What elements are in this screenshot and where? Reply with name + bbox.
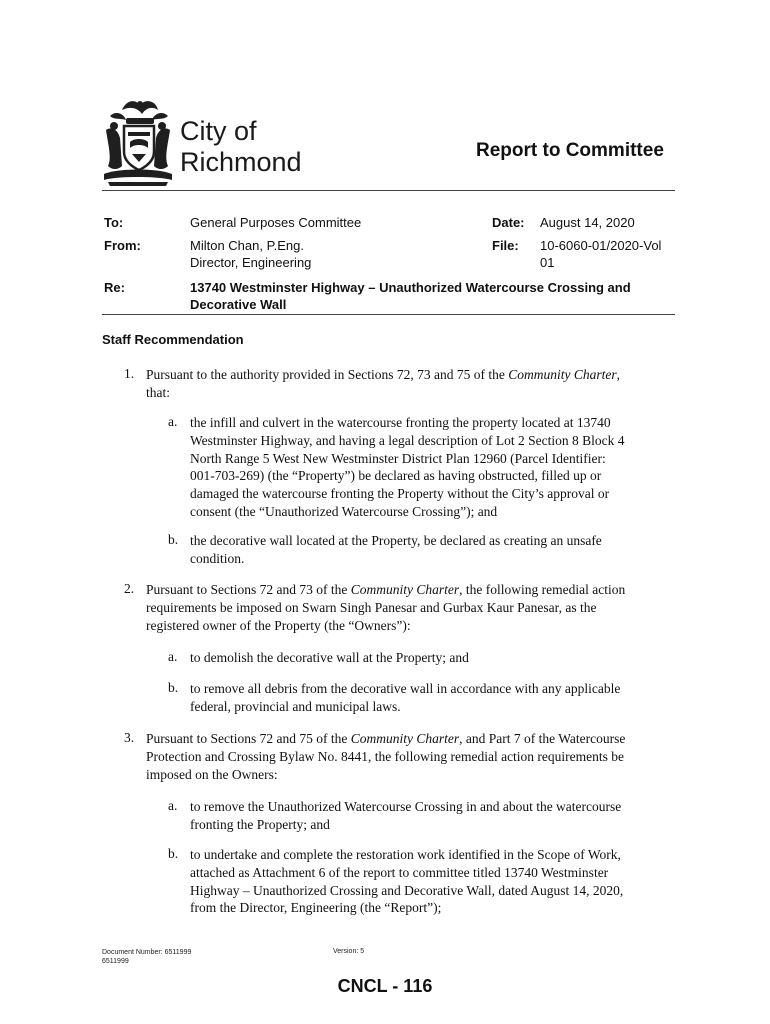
item-2b-line: to remove all debris from the decorative wall in accordance with any applicable (190, 681, 621, 696)
date-label: Date: (492, 215, 525, 230)
from-name: Milton Chan, P.Eng. (190, 238, 304, 253)
item-1-text (146, 366, 666, 402)
item-2-line3: registered owner of the Property (the “Owners”): (146, 617, 411, 633)
city-name-line1: City of (180, 116, 257, 146)
item-3-line3: imposed on the Owners: (146, 766, 278, 782)
item-2b-line: federal, provincial and municipal laws. (190, 698, 401, 714)
re-label: Re: (104, 280, 125, 295)
item-3a-text (190, 798, 670, 834)
item-3b-text (190, 846, 670, 917)
item-3-line1-pre: Pursuant to Sections 72 and 75 of the (146, 731, 351, 746)
date-value: August 14, 2020 (540, 215, 635, 230)
item-2-line2: requirements be imposed on Swarn Singh Panesar and Gurbax Kaur Panesar, as the (146, 599, 597, 615)
item-1a-line: Westminster Highway, and having a legal description of Lot 2 Section 8 Block 4 (190, 432, 625, 448)
item-1a-line: North Range 5 West New Westminster District Plan 12960 (Parcel Identifier: (190, 450, 606, 466)
item-1-line1-pre: Pursuant to the authority provided in Sections 72, 73 and 75 of the (146, 367, 509, 382)
item-2b-text (190, 680, 670, 716)
city-name-line2: Richmond (180, 147, 302, 177)
city-name (180, 116, 302, 178)
file-number-line1: 10-6060-01/2020-Vol (540, 238, 662, 253)
item-1a-marker: a. (168, 414, 178, 429)
item-2a-marker: a. (168, 649, 178, 664)
document-number (102, 948, 191, 966)
memo-divider (102, 314, 675, 315)
item-3b-line: to undertake and complete the restoration work identified in the Scope of Work, (190, 847, 621, 862)
page-number: CNCL - 116 (337, 976, 433, 996)
item-2-line1-post: , the following remedial action (459, 582, 626, 597)
from-label: From: (104, 238, 141, 253)
item-3b-line: from the Director, Engineering (the “Report”); (190, 900, 442, 916)
item-1-number: 1. (124, 366, 135, 381)
item-1a-line: consent (the “Unauthorized Watercourse Crossing”); and (190, 503, 498, 519)
item-1-line1-italic: Community Charter (508, 367, 617, 382)
item-3-line1 (146, 730, 676, 748)
item-1-line1-post: , (616, 367, 620, 382)
item-1b-line: condition. (190, 550, 245, 566)
item-3-number: 3. (124, 730, 135, 745)
item-2-number: 2. (124, 581, 135, 596)
item-1a-line: 001-703-269) (the “Property”) be declared as having obstructed, filled up or (190, 468, 602, 484)
item-2-line1-italic: Community Charter (350, 582, 460, 597)
file-label: File: (492, 238, 519, 253)
report-title: Report to Committee (476, 140, 664, 161)
item-1b-marker: b. (168, 532, 179, 547)
item-1b-text (190, 532, 670, 568)
to-value: General Purposes Committee (190, 215, 362, 230)
to-label: To: (104, 215, 124, 230)
item-3a-line: to remove the Unauthorized Watercourse Crossing in and about the watercourse (190, 799, 622, 814)
re-subject-line2: Decorative Wall (190, 297, 287, 312)
file-number-line2: 01 (540, 255, 555, 270)
item-3-line1-italic: Community Charter (350, 731, 460, 746)
document-number-line1: Document Number: 6511999 (102, 949, 192, 956)
item-3-line2: Protection and Crossing Bylaw No. 8441, the following remedial action requirements be (146, 748, 625, 764)
item-1a-line: damaged the watercourse fronting the Property without the City’s approval or (190, 486, 610, 502)
city-crest-logo (102, 96, 174, 188)
item-2-line1 (146, 581, 676, 599)
item-3a-line: fronting the Property; and (190, 816, 330, 832)
item-3b-marker: b. (168, 846, 179, 861)
item-3-text (146, 730, 676, 783)
header-divider (102, 190, 675, 191)
document-number-line2: 6511999 (102, 958, 129, 965)
re-subject-line1: 13740 Westminster Highway – Unauthorized Watercourse Crossing and (190, 280, 631, 295)
item-1-line1 (146, 366, 666, 384)
section-title: Staff Recommendation (102, 332, 244, 347)
re-subject (190, 279, 631, 313)
file-value (540, 237, 661, 271)
item-3a-marker: a. (168, 798, 178, 813)
item-3b-line: Highway – Unauthorized Crossing and Decorative Wall, dated August 14, 2020, (190, 882, 624, 898)
item-1a-line: the infill and culvert in the watercourse fronting the property located at 13740 (190, 415, 611, 430)
item-2-line1-pre: Pursuant to Sections 72 and 73 of the (146, 582, 351, 597)
from-title: Director, Engineering (190, 255, 312, 270)
item-2a-text: to demolish the decorative wall at the Property; and (190, 650, 469, 665)
item-3b-line: attached as Attachment 6 of the report to committee titled 13740 Westminster (190, 864, 609, 880)
item-2b-marker: b. (168, 680, 179, 695)
document-version: Version: 5 (333, 948, 365, 955)
from-value (190, 237, 311, 271)
item-1a-text (190, 414, 670, 521)
item-3-line1-post: , and Part 7 of the Watercourse (459, 731, 626, 746)
item-1-line2: that: (146, 384, 170, 400)
item-1b-line: the decorative wall located at the Property, be declared as creating an unsafe (190, 533, 602, 548)
item-2-text (146, 581, 676, 634)
